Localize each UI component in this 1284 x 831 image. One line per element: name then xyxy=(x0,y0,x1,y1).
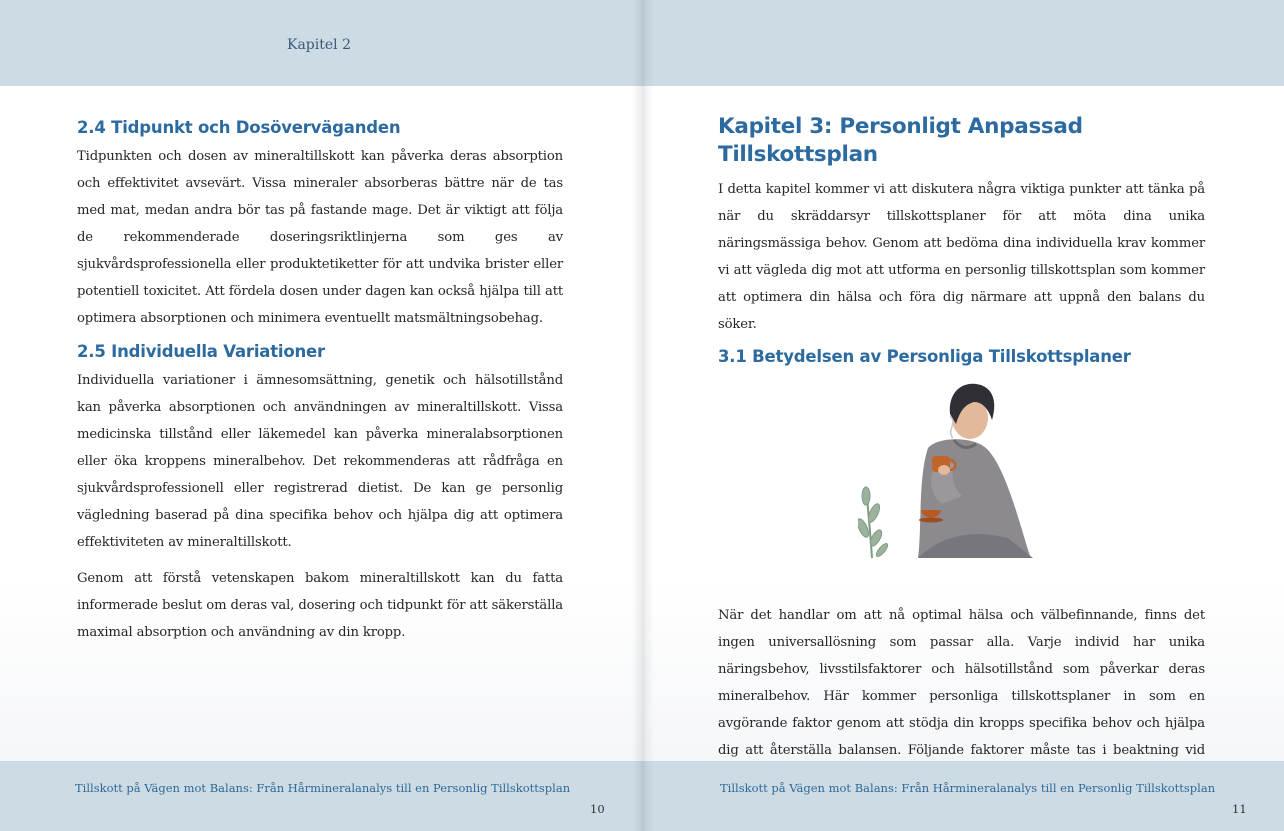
chapter-intro: I detta kapitel kommer vi att diskutera några viktiga punkter att tänka på när du skräddarsyr tillskottsplaner för att möta dina unika näringsmässiga behov. Genom att bedöma dina individuella krav kommer vi att vägleda dig mot att utforma en personlig tillskottsplan som kommer att optimera din hälsa och föra dig närmare att uppnå den balans du söker. xyxy=(718,182,1205,332)
plant-icon xyxy=(858,487,889,558)
left-header-band xyxy=(0,0,642,86)
chapter-title: Kapitel 3: Personligt Anpassad Tillskottsplan xyxy=(718,114,1083,167)
page-number: 10 xyxy=(590,802,605,816)
right-header-band xyxy=(642,0,1284,86)
right-page xyxy=(642,0,1284,831)
right-footer-band xyxy=(642,761,1284,831)
paragraph: När det handlar om att nå optimal hälsa och välbefinnande, finns det ingen universallösning som passar alla. Varje individ har unika näringsbehov, livsstilsfaktorer och hälsotillstånd som påverkar deras mineralbehov. Här kommer personliga tillskottsplaner in som en avgörande faktor genom att stödja din kropps specifika behov och hjälpa dig att återställa balansen. Följande faktorer måste tas i beaktning vid xyxy=(718,608,1205,758)
paragraph: Individuella variationer i ämnesomsättning, genetik och hälsotillstånd kan påverka absorptionen och användningen av mineraltillskott. Vissa medicinska tillstånd eller läkemedel kan påverka mineralabsorptionen eller öka kroppens mineralbehov. Det rekommenderas att rådfråga en sjukvårdsprofessionell eller registrerad dietist. De kan ge personlig vägledning baserad på dina specifika behov och hjälpa dig att optimera effektiviteten av mineraltillskott. xyxy=(77,373,563,550)
right-content xyxy=(718,113,1205,791)
person-drinking-tea-image xyxy=(858,378,1048,563)
section-heading-2-4: 2.4 Tidpunkt och Dosöverväganden xyxy=(77,118,401,137)
footer-book-title: Tillskott på Vägen mot Balans: Från Hårmineralanalys till en Personlig Tillskottsplan xyxy=(75,781,571,795)
page-number: 11 xyxy=(1232,802,1247,816)
running-head: Kapitel 2 xyxy=(287,37,351,53)
footer-book-title: Tillskott på Vägen mot Balans: Från Hårmineralanalys till en Personlig Tillskottsplan xyxy=(720,781,1216,795)
left-content xyxy=(77,118,563,646)
left-footer-band xyxy=(0,761,642,831)
paragraph: Tidpunkten och dosen av mineraltillskott kan påverka deras absorption och effektivitet avsevärt. Vissa mineraler absorberas bättre när de tas med mat, medan andra bör tas på fastande mage. Det är viktigt att följa de rekommenderade doseringsriktlinjerna som ges av sjukvårdsprofessionella eller produktetiketter för att undvika brister eller potentiell toxicitet. Att fördela dosen under dagen kan också hjälpa till att optimera absorptionen och minimera eventuellt matsmältningsobehag. xyxy=(77,149,563,326)
illustration-person-with-tea xyxy=(718,372,1205,602)
section-heading-3-1: 3.1 Betydelsen av Personliga Tillskottsplaner xyxy=(718,347,1131,366)
paragraph: Genom att förstå vetenskapen bakom mineraltillskott kan du fatta informerade beslut om deras val, dosering och tidpunkt för att säkerställa maximal absorption och användning av din kropp. xyxy=(77,571,563,640)
section-heading-2-5: 2.5 Individuella Variationer xyxy=(77,342,325,361)
